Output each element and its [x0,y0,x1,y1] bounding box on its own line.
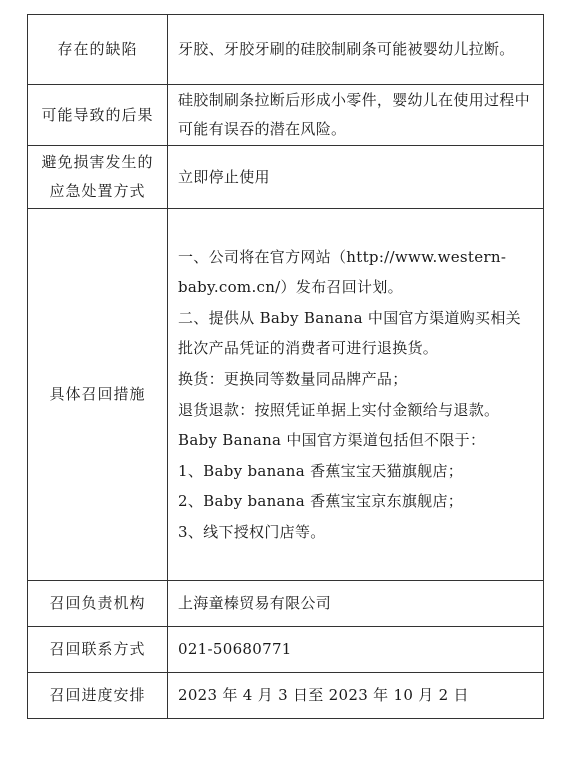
measure-channel-offline: 3、线下授权门店等。 [178,522,326,541]
value-org [168,581,544,627]
emergency-text: 立即停止使用 [178,167,270,186]
measure-channel-jd: 2、Baby banana 香蕉宝宝京东旗舰店； [178,492,464,511]
label-org: 召回负责机构 [28,581,168,627]
org-text: 上海童榛贸易有限公司 [178,594,332,612]
value-consequence [168,85,544,146]
table-row-defect [28,15,544,85]
table-row-org [28,581,544,627]
label-contact: 召回联系方式 [28,627,168,673]
measures-list [178,240,533,550]
label-consequence: 可能导致的后果 [28,85,168,146]
measure-website: 一、公司将在官方网站（http://www.western-baby.com.cn/）发布召回计划。 [178,247,507,297]
measure-channel-tmall: 1、Baby banana 香蕉宝宝天猫旗舰店； [178,461,464,480]
defect-text: 牙胶、牙胶牙刷的硅胶制刷条可能被婴幼儿拉断。 [178,40,515,58]
label-emergency-line2: 应急处置方式 [49,182,146,200]
measure-refund: 退货退款：按照凭证单据上实付金额给与退款。 [178,400,500,419]
table-row-schedule [28,673,544,719]
value-contact [168,627,544,673]
label-emergency-line1: 避免损害发生的 [41,153,154,171]
label-emergency [28,146,168,209]
value-emergency [168,146,544,209]
table-row-contact [28,627,544,673]
recall-info-table [27,14,544,719]
schedule-text: 2023 年 4 月 3 日至 2023 年 10 月 2 日 [178,686,469,704]
measure-channels-intro: Baby Banana 中国官方渠道包括但不限于： [178,431,486,450]
table-row-measures [28,209,544,581]
value-defect [168,15,544,85]
consequence-text: 硅胶制刷条拉断后形成小零件，婴幼儿在使用过程中可能有误吞的潜在风险。 [178,91,530,138]
label-defect: 存在的缺陷 [28,15,168,85]
label-schedule: 召回进度安排 [28,673,168,719]
label-measures: 具体召回措施 [28,209,168,581]
table-row-consequence [28,85,544,146]
value-schedule [168,673,544,719]
contact-text: 021-50680771 [178,640,292,658]
table-row-emergency [28,146,544,209]
value-measures [168,209,544,581]
measure-exchange: 换货：更换同等数量同品牌产品； [178,369,408,388]
measure-return-exchange: 二、提供从 Baby Banana 中国官方渠道购买相关批次产品凭证的消费者可进行退换货。 [178,308,521,358]
